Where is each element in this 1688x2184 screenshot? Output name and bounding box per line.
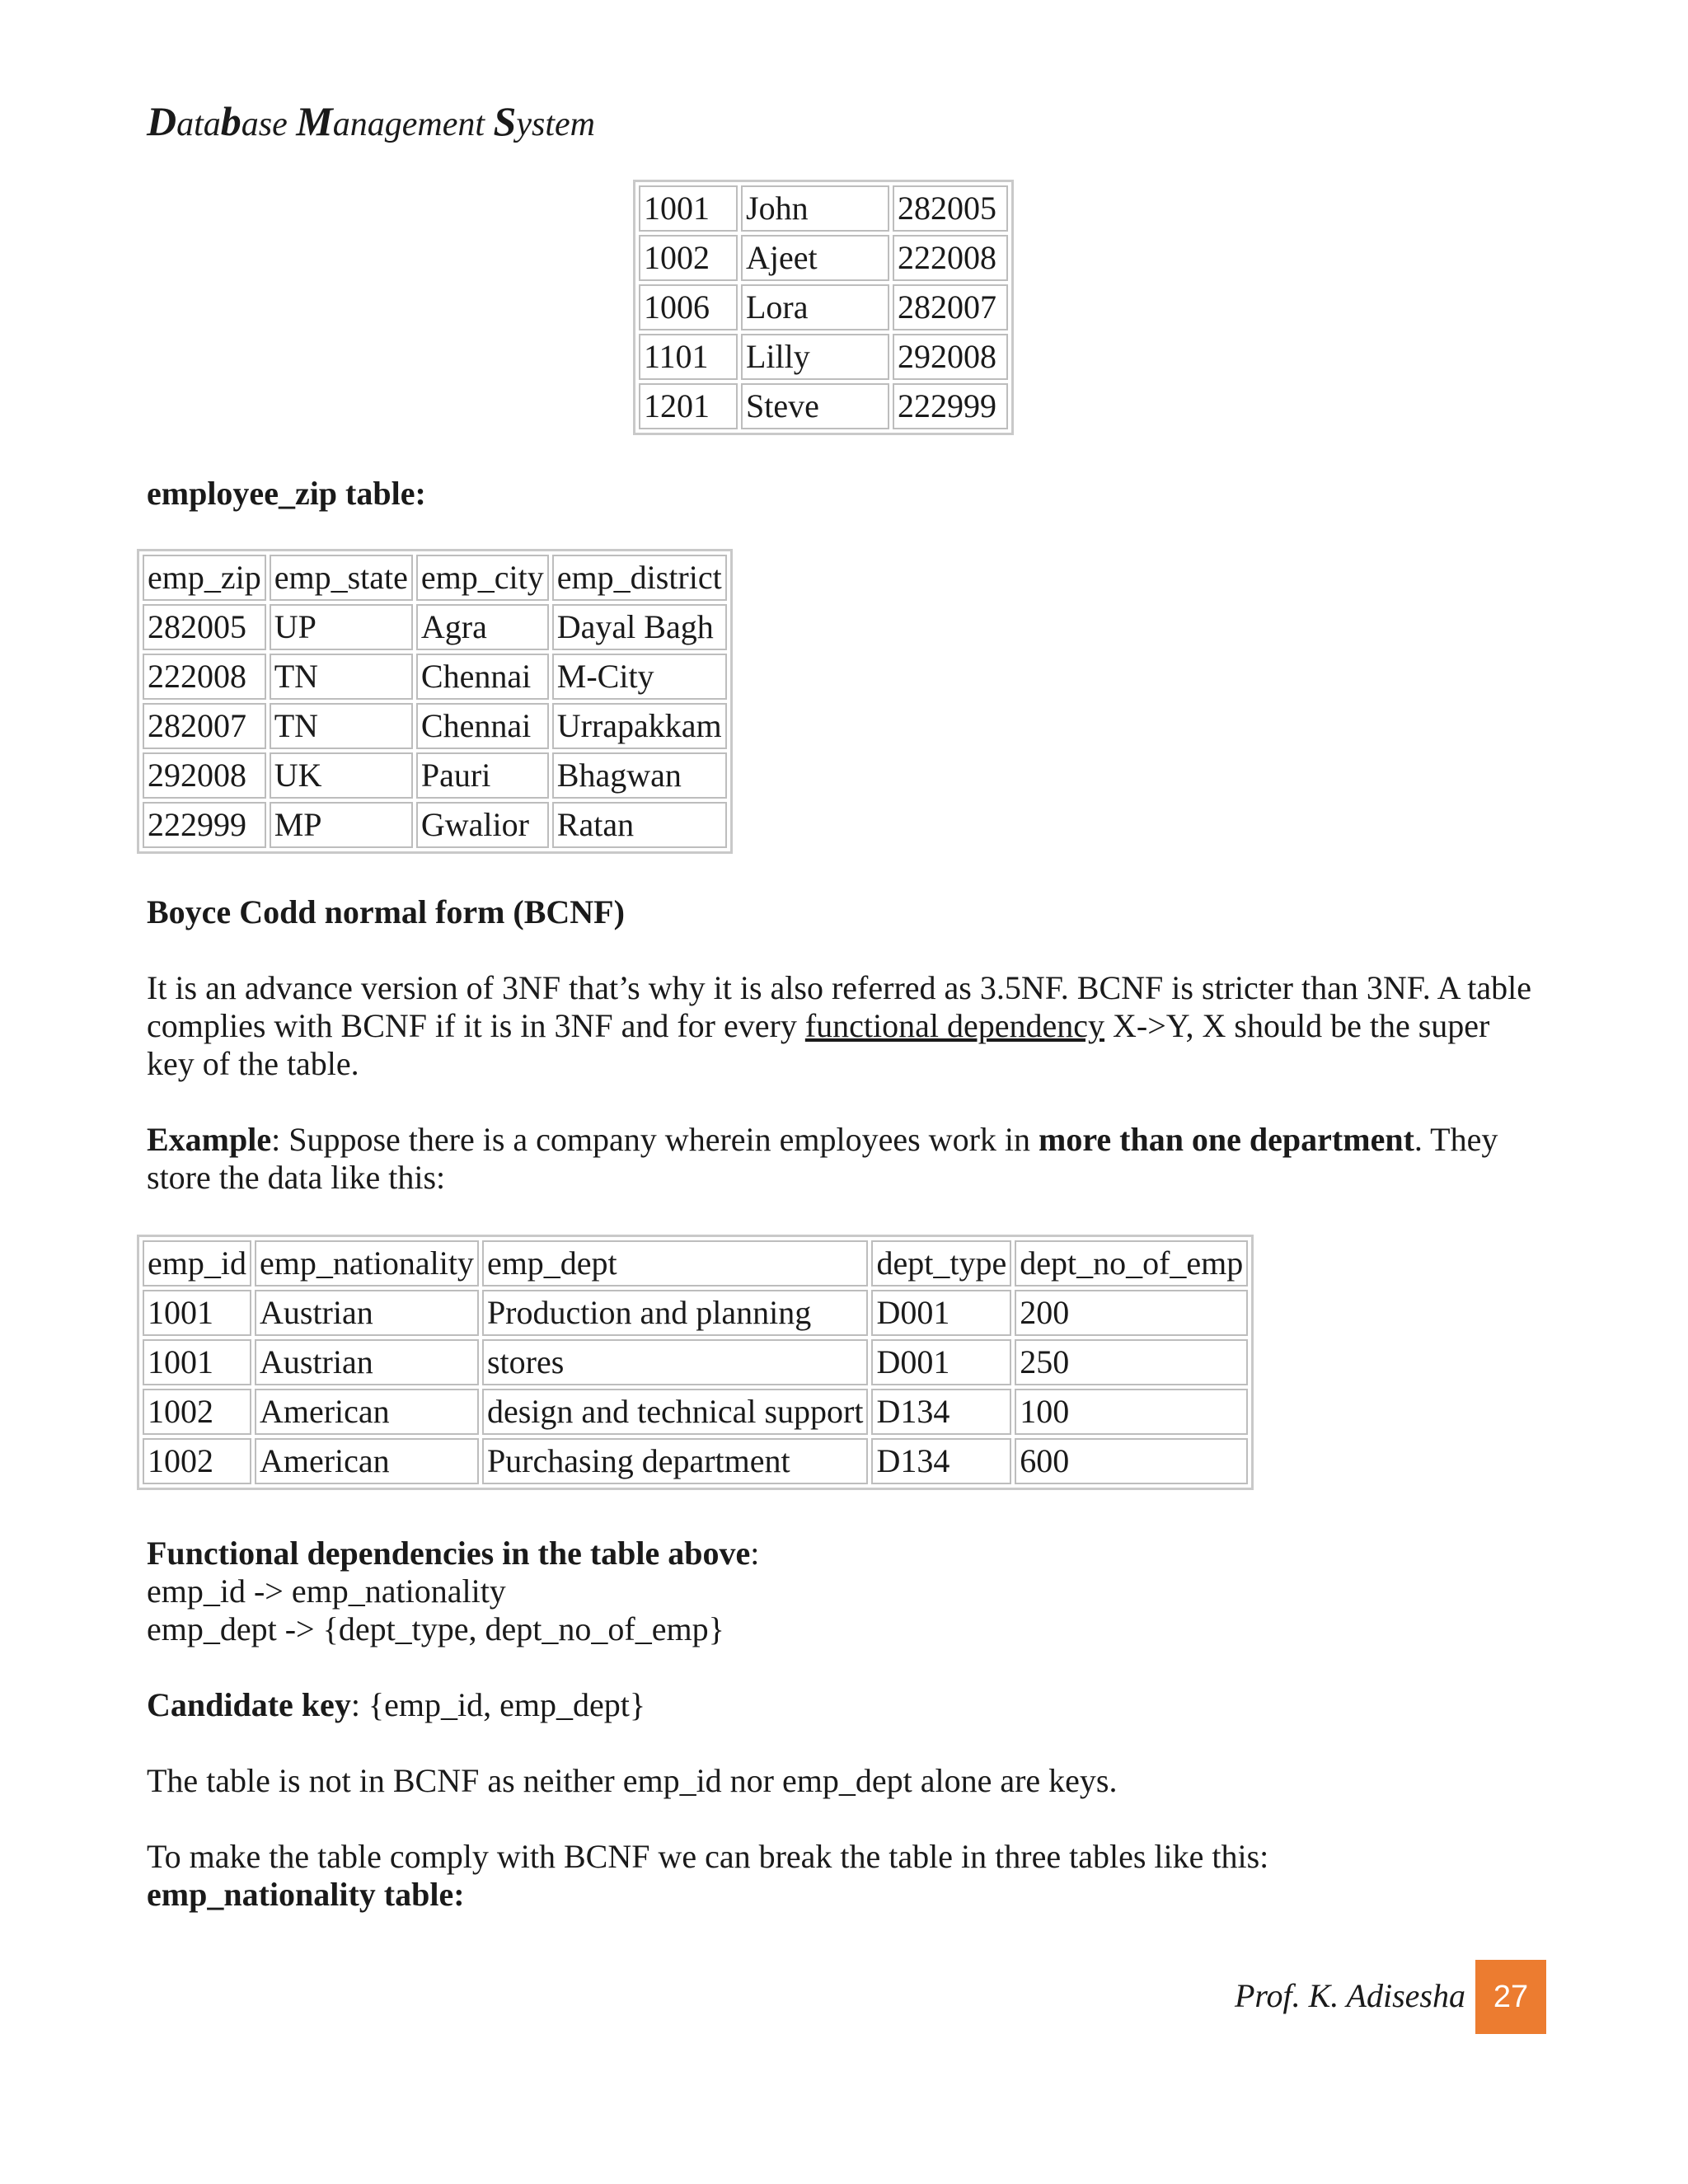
table-cell: American bbox=[255, 1389, 479, 1435]
footer-author: Prof. K. Adisesha bbox=[1234, 1977, 1465, 2014]
table-cell: Ratan bbox=[552, 802, 727, 848]
not-bcnf-statement: The table is not in BCNF as neither emp_id nor emp_dept alone are keys. bbox=[147, 1762, 1118, 1799]
table-cell: 100 bbox=[1015, 1389, 1248, 1435]
table-cell: 292008 bbox=[143, 752, 266, 799]
fd-heading-line bbox=[147, 1535, 1531, 1572]
table-cell: MP bbox=[270, 802, 413, 848]
fd-heading: Functional dependencies in the table above bbox=[147, 1535, 751, 1572]
title-cap-4: S bbox=[493, 98, 517, 144]
table-cell: Chennai bbox=[416, 654, 549, 700]
table-cell: Austrian bbox=[255, 1339, 479, 1385]
table-cell: 1002 bbox=[639, 235, 738, 281]
title-cap-1: D bbox=[147, 98, 177, 144]
table-cell: M-City bbox=[552, 654, 727, 700]
fd-colon: : bbox=[750, 1535, 760, 1572]
table-cell: American bbox=[255, 1438, 479, 1484]
bcnf-heading: Boyce Codd normal form (BCNF) bbox=[147, 893, 625, 930]
employee-zip-table bbox=[137, 549, 733, 854]
table-header-row bbox=[143, 555, 727, 601]
candidate-key-value: : {emp_id, emp_dept} bbox=[350, 1686, 646, 1723]
page-number-badge: 27 bbox=[1475, 1960, 1546, 2034]
table-cell: 1201 bbox=[639, 383, 738, 429]
table-cell: 222999 bbox=[893, 383, 1008, 429]
table-cell: Purchasing department bbox=[482, 1438, 869, 1484]
table-cell: 282005 bbox=[143, 604, 266, 650]
table-cell: UK bbox=[270, 752, 413, 799]
table-cell: 222008 bbox=[143, 654, 266, 700]
table-cell: 1101 bbox=[639, 334, 738, 380]
table-row bbox=[639, 383, 1008, 429]
table-row bbox=[143, 752, 727, 799]
table-cell: D134 bbox=[871, 1438, 1011, 1484]
candidate-key-label: Candidate key bbox=[147, 1686, 351, 1723]
candidate-key-line bbox=[147, 1686, 1531, 1724]
table-header-row bbox=[143, 1240, 1248, 1286]
table-row bbox=[143, 802, 727, 848]
table-row bbox=[143, 654, 727, 700]
emp-nationality-heading: emp_nationality table: bbox=[147, 1876, 465, 1913]
title-rest-2: ase bbox=[241, 105, 297, 143]
title-rest-3: anagement bbox=[332, 105, 494, 143]
table-cell: Dayal Bagh bbox=[552, 604, 727, 650]
table-cell: 1001 bbox=[639, 185, 738, 232]
table-cell: 1002 bbox=[143, 1389, 251, 1435]
table-row bbox=[639, 235, 1008, 281]
bcnf-para-part1: It is an advance version of 3NF that’s why it is also referred as 3.5NF. BCNF is stricter than 3NF. A table complies with BCNF if it is in 3NF and for every bbox=[147, 969, 1531, 1044]
table-cell: Chennai bbox=[416, 703, 549, 749]
table-cell: Pauri bbox=[416, 752, 549, 799]
table-cell: Gwalior bbox=[416, 802, 549, 848]
functional-dependency-link[interactable]: functional dependency bbox=[804, 1007, 1105, 1044]
bcnf-paragraph bbox=[147, 969, 1531, 1083]
table-cell: D001 bbox=[871, 1290, 1011, 1336]
page-header-title bbox=[147, 97, 595, 145]
bcnf-para-part2: X->Y, X should be the super key of the table. bbox=[147, 1007, 1490, 1082]
table-cell: Austrian bbox=[255, 1290, 479, 1336]
example-part1: : Suppose there is a company wherein employees work in bbox=[271, 1121, 1039, 1158]
employee-dept-table-header bbox=[143, 1240, 1248, 1286]
table-cell: 250 bbox=[1015, 1339, 1248, 1385]
title-rest-1: ata bbox=[176, 105, 221, 143]
table-cell: Lilly bbox=[741, 334, 889, 380]
table-cell: 222999 bbox=[143, 802, 266, 848]
example-label: Example bbox=[147, 1121, 272, 1158]
table-row bbox=[143, 703, 727, 749]
employee-zip-table-body bbox=[143, 604, 727, 848]
table-cell: UP bbox=[270, 604, 413, 650]
table-row bbox=[143, 1290, 1248, 1336]
column-header: dept_type bbox=[871, 1240, 1011, 1286]
table-row bbox=[143, 1339, 1248, 1385]
example-part2: . They store the data like this: bbox=[147, 1121, 1498, 1196]
table-cell: Lora bbox=[741, 284, 889, 330]
column-header: emp_id bbox=[143, 1240, 251, 1286]
column-header: emp_nationality bbox=[255, 1240, 479, 1286]
table-cell: 600 bbox=[1015, 1438, 1248, 1484]
table-cell: D134 bbox=[871, 1389, 1011, 1435]
table-cell: 1006 bbox=[639, 284, 738, 330]
table-cell: Ajeet bbox=[741, 235, 889, 281]
table-cell: 292008 bbox=[893, 334, 1008, 380]
make-comply-block bbox=[147, 1838, 1531, 1914]
employee-zip-table-header bbox=[143, 555, 727, 601]
table-row bbox=[639, 185, 1008, 232]
table-cell: 282007 bbox=[893, 284, 1008, 330]
column-header: emp_district bbox=[552, 555, 727, 601]
table-cell: Bhagwan bbox=[552, 752, 727, 799]
functional-dependencies-block bbox=[147, 1535, 1531, 1648]
employee-table-body bbox=[639, 185, 1008, 429]
table-cell: 1001 bbox=[143, 1290, 251, 1336]
example-paragraph bbox=[147, 1121, 1531, 1197]
table-cell: TN bbox=[270, 654, 413, 700]
employee-dept-table-body bbox=[143, 1290, 1248, 1484]
table-row bbox=[639, 334, 1008, 380]
table-cell: 1002 bbox=[143, 1438, 251, 1484]
title-rest-4: ystem bbox=[516, 105, 595, 143]
column-header: dept_no_of_emp bbox=[1015, 1240, 1248, 1286]
table-cell: Urrapakkam bbox=[552, 703, 727, 749]
table-cell: John bbox=[741, 185, 889, 232]
table-row bbox=[143, 1389, 1248, 1435]
title-cap-3: M bbox=[296, 98, 333, 144]
table-cell: Production and planning bbox=[482, 1290, 869, 1336]
table-cell: TN bbox=[270, 703, 413, 749]
column-header: emp_dept bbox=[482, 1240, 869, 1286]
column-header: emp_zip bbox=[143, 555, 266, 601]
example-bold: more than one department bbox=[1039, 1121, 1414, 1158]
table-cell: 282005 bbox=[893, 185, 1008, 232]
table-cell: stores bbox=[482, 1339, 869, 1385]
table-row bbox=[143, 1438, 1248, 1484]
fd-line-2: emp_dept -> {dept_type, dept_no_of_emp} bbox=[147, 1610, 724, 1647]
employee-dept-table bbox=[137, 1235, 1254, 1490]
table-cell: 222008 bbox=[893, 235, 1008, 281]
employee-table bbox=[633, 180, 1014, 435]
table-row bbox=[639, 284, 1008, 330]
title-cap-2: b bbox=[220, 98, 241, 144]
fd-line-1: emp_id -> emp_nationality bbox=[147, 1572, 506, 1610]
table-row bbox=[143, 604, 727, 650]
make-comply-statement: To make the table comply with BCNF we can break the table in three tables like this: bbox=[147, 1838, 1269, 1875]
table-cell: Agra bbox=[416, 604, 549, 650]
table-cell: design and technical support bbox=[482, 1389, 869, 1435]
table-cell: Steve bbox=[741, 383, 889, 429]
table-cell: 1001 bbox=[143, 1339, 251, 1385]
employee-zip-heading: employee_zip table: bbox=[147, 475, 426, 512]
column-header: emp_city bbox=[416, 555, 549, 601]
table-cell: 282007 bbox=[143, 703, 266, 749]
table-cell: D001 bbox=[871, 1339, 1011, 1385]
column-header: emp_state bbox=[270, 555, 413, 601]
table-cell: 200 bbox=[1015, 1290, 1248, 1336]
